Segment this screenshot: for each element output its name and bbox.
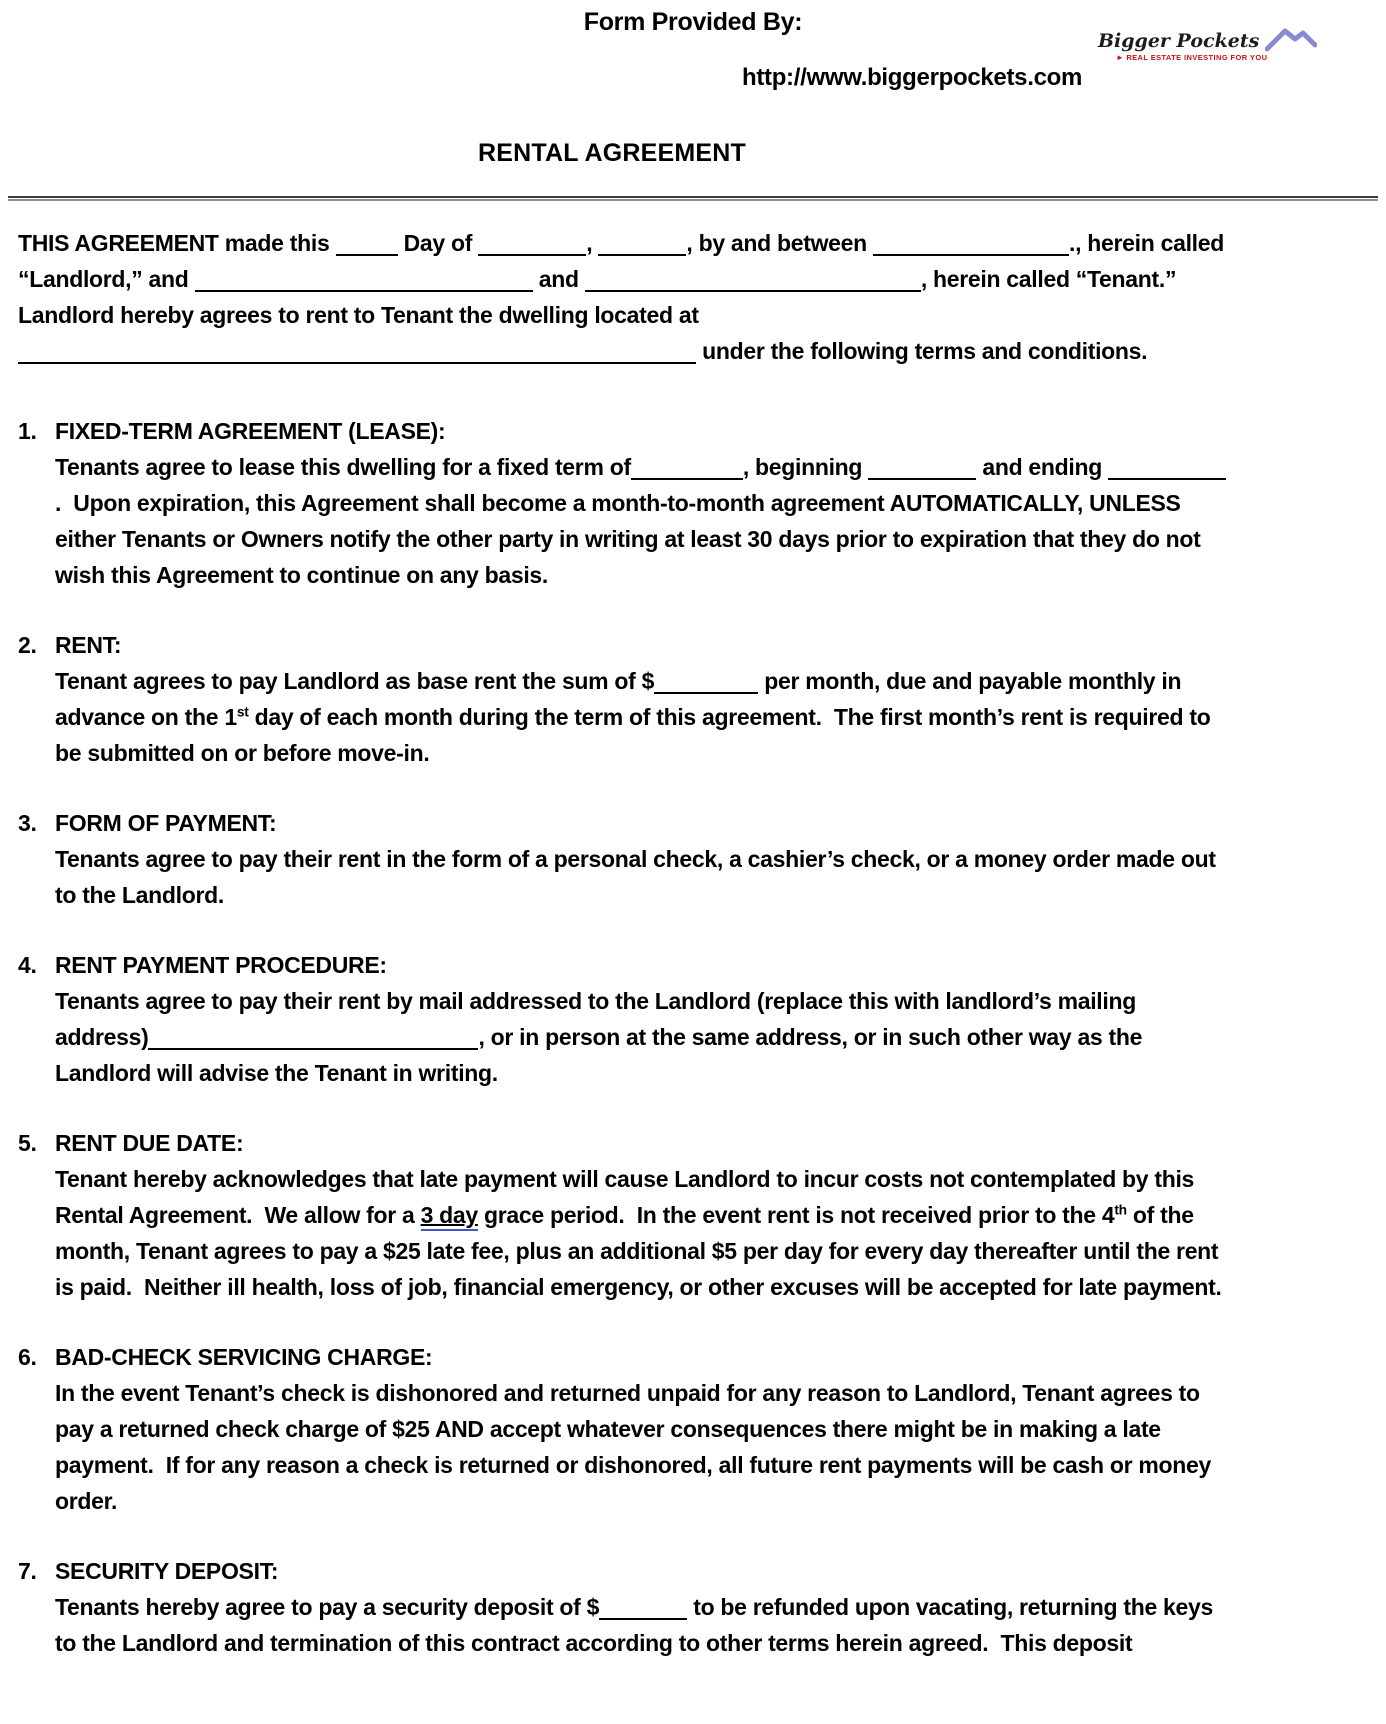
fill-in-blank [631,458,743,480]
section-number: 5. [18,1130,37,1156]
section-number: 1. [18,418,37,444]
section-body: Tenants hereby agree to pay a security deposit of $ to be refunded upon vacating, returning the keys to the Landlord and termination of this contract according to other terms herein agreed. This deposit [55,1594,1213,1656]
section-heading: RENT PAYMENT PROCEDURE: [55,952,387,978]
section [18,947,1228,1091]
underlined-text: 3 day [421,1202,478,1231]
section-body: Tenants agree to pay their rent in the form of a personal check, a cashier’s check, or a money order made out to the Landlord. [55,846,1216,908]
fill-in-blank [585,270,921,292]
intro-paragraph: THIS AGREEMENT made this Day of , , by and between ., herein called “Landlord,” and and , herein called “Tenant.” Landlord hereby agrees to rent to Tenant the dwelling located at under the following terms and conditions. [18,230,1224,364]
fill-in-blank [1108,458,1226,480]
logo-tagline-text: REAL ESTATE INVESTING FOR YOU [1126,53,1268,62]
fill-in-blank [873,234,1069,256]
section-number: 3. [18,810,37,836]
document-title: RENTAL AGREEMENT [477,139,747,167]
fill-in-blank [654,672,758,694]
section-heading: RENT DUE DATE: [55,1130,244,1156]
section-number: 6. [18,1344,37,1370]
fill-in-blank [336,234,398,256]
horizontal-rule [8,196,1378,201]
section [18,1339,1228,1519]
section-number: 4. [18,952,37,978]
section [18,627,1228,771]
section [18,1553,1228,1661]
section-body: In the event Tenant’s check is dishonored and returned unpaid for any reason to Landlord, Tenant agrees to pay a returned check charge of $25 AND accept whatever consequences there might be in making a late payment. If for any reason a check is returned or dishonored, all future rent payments will be cash or money order. [55,1380,1211,1514]
fill-in-blank [868,458,976,480]
section-heading: FORM OF PAYMENT: [55,810,277,836]
section-heading: BAD-CHECK SERVICING CHARGE: [55,1344,433,1370]
ordinal-suffix: th [1114,1202,1127,1218]
ordinal-suffix: st [236,704,249,720]
section [18,413,1228,593]
section-body: Tenant hereby acknowledges that late payment will cause Landlord to incur costs not contemplated by this Rental Agreement. We allow for a 3 day grace period. In the event rent is not received prior to the 4th of the month, Tenant agrees to pay a $25 late fee, plus an additional $5 per day for every day thereafter until the rent is paid. Neither ill health, loss of job, financial emergency, or other excuses will be accepted for late payment. [55,1166,1222,1300]
website-url: http://www.biggerpockets.com [741,64,1083,91]
section-body: Tenants agree to lease this dwelling for a fixed term of , beginning and ending . Upon expiration, this Agreement shall become a month-to-month agreement AUTOMATICALLY, UNLESS either Tenants or Owners notify the other party in writing at least 30 days prior to expiration that they do not wish this Agreement to continue on any basis. [55,449,1228,593]
logo-brand-text: Bigger Pockets [1098,30,1260,52]
biggerpockets-logo [1098,26,1308,62]
roof-swoosh-icon [1265,26,1317,52]
section-heading: FIXED-TERM AGREEMENT (LEASE): [55,418,446,444]
fill-in-blank [18,342,696,364]
fill-in-blank [599,1598,687,1620]
section-heading: SECURITY DEPOSIT: [55,1558,279,1584]
arrow-icon: ► [1116,53,1125,62]
form-provided-by-label: Form Provided By: [583,8,803,36]
fill-in-blank [598,234,686,256]
sections-container [0,413,1386,1661]
section-number: 2. [18,632,37,658]
section [18,805,1228,913]
fill-in-blank [148,1028,478,1050]
section-number: 7. [18,1558,37,1584]
fill-in-blank [478,234,586,256]
section-heading: RENT: [55,632,122,658]
section [18,1125,1228,1305]
fill-in-blank [195,270,533,292]
section-body: Tenants agree to pay their rent by mail addressed to the Landlord (replace this with landlord’s mailing address) , or in person at the same address, or in such other way as the Landlord will advise the Tenant in writing. [55,988,1143,1086]
section-body: Tenant agrees to pay Landlord as base rent the sum of $ per month, due and payable monthly in advance on the 1st day of each month during the term of this agreement. The first month’s rent is required to be submitted on or before move-in. [55,668,1211,766]
